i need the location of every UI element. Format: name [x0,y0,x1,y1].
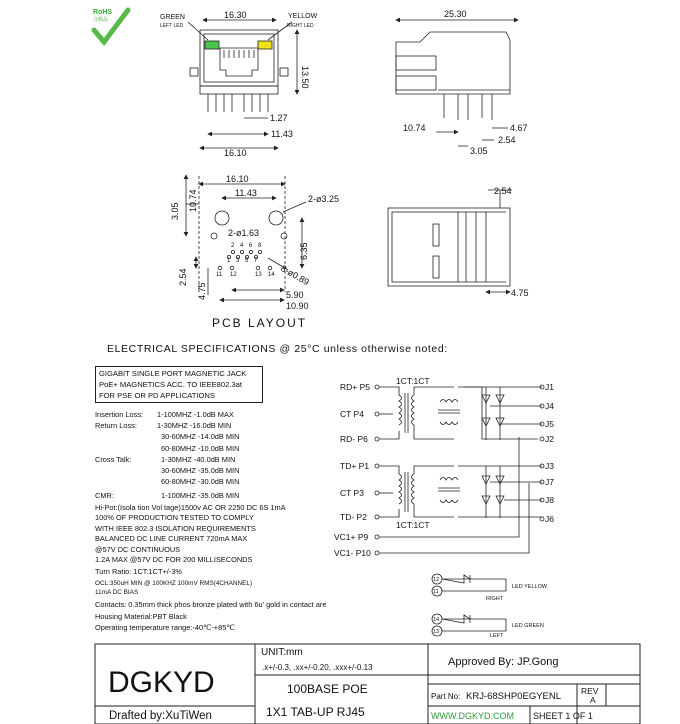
pcb-layout-title: PCB LAYOUT [212,316,308,330]
rohs-logo [90,6,132,46]
note: 1.2A MAX @57V DC FOR 200 MILLISECONDS [95,555,253,564]
rohs-label: RoHS [93,9,113,16]
led-pin-label-3: 14 [268,272,275,278]
led-pin-14: 14 [433,617,440,623]
approved-by: Approved By: JP.Gong [448,656,559,668]
bottom-dim-4-75: 4.75 [511,288,529,298]
side-dim-depth: 25.30 [444,9,467,19]
cmr-label: CMR: [95,491,114,501]
part-number: KRJ-68SHP0EGYENL [466,691,562,702]
rohs-sub: 合格品 [93,17,109,23]
spec-header-line: FOR PSE OR PD APPLICATIONS [99,391,215,400]
insertion-value: 1-100MHZ -1.0dB MAX [157,410,234,419]
description-line2: 1X1 TAB-UP RJ45 [266,705,365,719]
side-dim-d: 4.67 [510,123,528,133]
side-dim-c: 2.54 [498,135,516,145]
cross-label: Cross Talk: [95,454,132,464]
part-label: Part No: [431,692,461,701]
led-yellow-text: LED YELLOW [512,584,548,590]
note: @57V DC CONTINUOUS [95,544,181,554]
electrical-heading: ELECTRICAL SPECIFICATIONS @ 25°C unless otherwise noted: [107,343,448,355]
note: WITH IEEE 802.3 ISOLATION REQUIREMENTS [95,523,256,533]
pin-label-top-2: 6 [249,243,253,249]
led-pin-12: 12 [433,577,440,583]
front-dim-height: 13.50 [300,66,310,89]
mount-hole-left [215,211,229,225]
led-pin-11: 11 [433,589,439,595]
side-view [396,9,528,156]
left-pin-0: RD+ P5 [340,382,370,392]
cross-row: 30-60MHZ -35.0dB MIN [161,465,240,475]
pcb-dim-16-10: 16.10 [226,174,249,184]
pcb-hole-small: 2-ø1.63 [228,228,260,238]
right-pin-6: J8 [545,495,554,505]
side-dim-b: 3.05 [470,146,488,156]
pcb-layout [170,174,339,330]
led-yellow-sub: RIGHT LED [287,23,314,29]
led-pin-label-2: 13 [255,272,262,278]
led-pin-label-0: 11 [216,272,223,278]
pcb-dim-4-75: 4.75 [197,282,207,300]
led-pin-label-1: 12 [230,272,237,278]
led-green-sub: LEFT LED [160,23,184,29]
pcb-dim-2-54: 2.54 [178,268,188,286]
mount-hole-right [269,211,283,225]
note: Turn Ratio: 1CT:1CT+/-3% [95,567,183,576]
note: Housing Material:PBT Black [95,611,187,621]
pin-label-bottom-3: 7 [254,258,258,264]
left-pin-3: TD+ P1 [340,461,370,471]
pcb-dim-11-43: 11.43 [235,188,257,198]
bottom-view [388,186,529,298]
note: Hi-Pot:(Isola tion Vol tage)1500v AC OR 2250 DC 6S 1mA [95,502,286,512]
pin-label-bottom-0: 1 [227,258,231,264]
website: WWW.DGKYD.COM [431,711,514,721]
right-pin-7: J6 [545,514,554,524]
left-pin-4: CT P3 [340,488,364,498]
pcb-dim-6-35: 6.35 [299,242,309,260]
right-pin-5: J7 [545,477,554,487]
rev-label: REV [581,686,599,696]
pin-label-bottom-1: 3 [236,258,240,264]
led-right-text: RIGHT [486,596,504,602]
front-dim-base: 16.10 [224,148,247,158]
right-pin-1: J4 [545,401,554,411]
pcb-dim-5-90: 5.90 [286,290,304,300]
company-name: DGKYD [108,666,215,699]
right-pin-2: J5 [545,419,554,429]
led-left-text: LEFT [490,633,504,639]
ratio-top: 1CT:1CT [396,376,430,386]
pin-label-top-1: 4 [240,243,244,249]
description-line1: 100BASE POE [287,682,368,696]
right-pin-3: J2 [545,434,554,444]
drafted-by: Drafted by:XuTiWen [109,710,212,722]
led-pin-13: 13 [433,629,440,635]
unit: UNIT:mm [261,647,303,658]
return-row: 60-80MHZ -10.0dB MIN [161,443,240,453]
right-pin-0: J1 [545,382,554,392]
front-dim-width: 16.30 [224,10,247,20]
pin-label-top-3: 8 [258,243,262,249]
yellow-led [258,41,272,49]
right-pin-4: J3 [545,461,554,471]
pcb-pin-dia: 8-ø0.89 [279,263,311,288]
return-label: Return Loss: [95,421,137,431]
bottom-dim-2-54: 2.54 [494,186,512,196]
pcb-hole-large: 2-ø3.25 [308,194,340,204]
green-led [205,41,219,49]
cross-row: 60-80MHZ -30.0dB MIN [161,477,240,487]
cross-row: 1-30MHZ -40.0dB MIN [161,454,236,464]
note: Operating temperature range:-40℃-+85℃ [95,623,235,632]
sheet-number: SHEET 1 OF 1 [533,711,593,721]
spec-header-line: GIGABIT SINGLE PORT MAGNETIC JACK [99,369,247,378]
led-green-label: GREEN [160,14,185,21]
insertion-label: Insertion Loss: [95,410,144,419]
return-row: 30-60MHZ -14.0dB MIN [161,432,240,442]
note: OCL:350uH MIN @ 100KHZ 100mV RMS(4CHANNEL) [95,580,253,587]
spec-header-box [95,366,263,403]
pin-label-top-0: 2 [231,243,235,249]
note: 11mA DC BIAS [95,589,139,596]
pcb-dim-3-05: 3.05 [170,202,180,220]
left-pin-2: RD- P6 [340,434,368,444]
return-row: 1-30MHZ -16.0dB MIN [157,421,232,431]
rev-value: A [590,695,596,705]
side-dim-a: 10.74 [403,123,426,133]
pin-label-bottom-2: 5 [245,258,249,264]
peg-left [211,233,217,239]
schematic [334,376,554,639]
front-view [160,10,318,158]
spec-header-line: PoE+ MAGNETICS ACC. TO IEEE802.3at [99,380,243,389]
left-pin-7: VC1- P10 [334,548,371,558]
peg-right [281,233,287,239]
note: 100% OF PRODUCTION TESTED TO COMPLY [95,513,254,522]
left-pin-1: CT P4 [340,409,364,419]
ratio-bottom: 1CT:1CT [396,520,430,530]
front-dim-inner: 11.43 [271,129,293,139]
note: BALANCED DC LINE CURRENT 720mA MAX [95,534,248,543]
pcb-dim-10-74: 10.74 [188,189,198,212]
led-yellow-label: YELLOW [288,13,318,20]
left-pin-5: TD- P2 [340,512,367,522]
cmr-value: 1-100MHZ -35.0dB MIN [161,491,240,501]
led-green-text: LED GREEN [512,623,544,629]
left-pin-6: VC1+ P9 [334,532,369,542]
note: Contacts: 0.35mm thick phos bronze plated with 6u' gold in contact are [95,600,327,609]
front-dim-pin: 1.27 [270,113,288,123]
tolerance: .x+/-0.3, .xx+/-0.20, .xxx+/-0.13 [262,663,373,672]
pcb-dim-10-90: 10.90 [286,301,309,311]
